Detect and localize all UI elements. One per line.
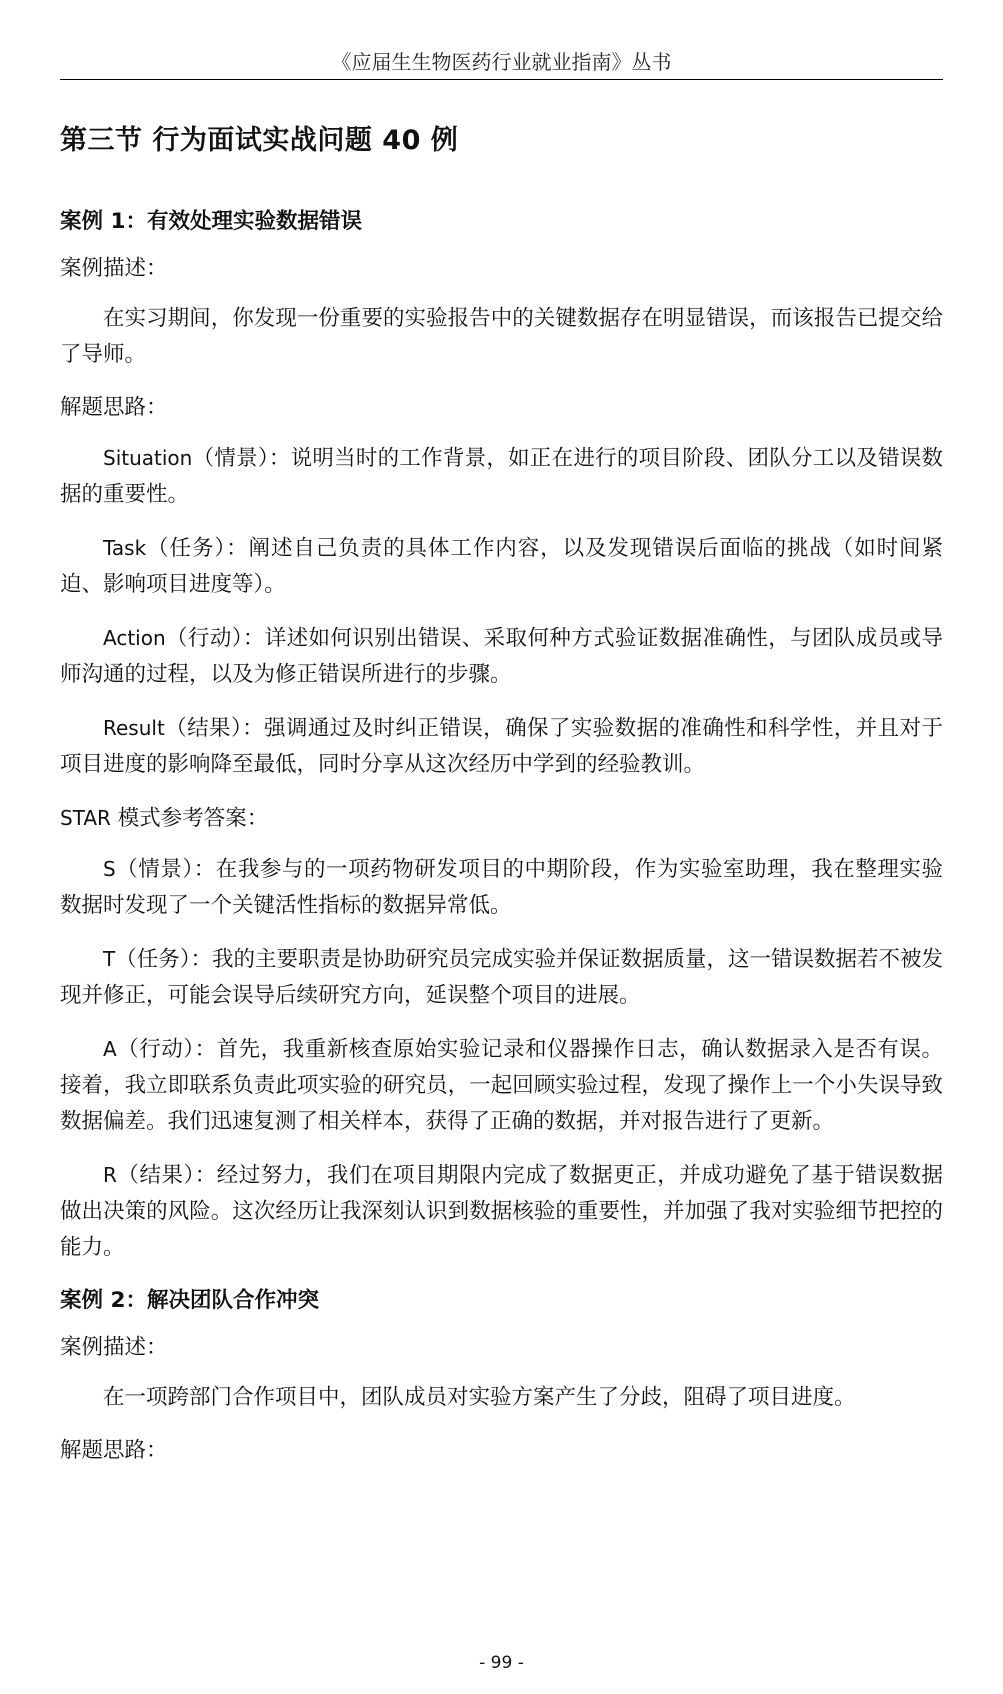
case1-desc: 在实习期间，你发现一份重要的实验报告中的关键数据存在明显错误，而该报告已提交给了导师。 (60, 306, 943, 367)
answer-key: A (103, 1037, 117, 1061)
approach-key: Action (103, 626, 166, 650)
case2-desc-label: 案例描述： (60, 1335, 168, 1360)
approach-task (60, 530, 943, 603)
star-label-text: 模式参考答案： (110, 806, 269, 831)
approach-key: Situation (103, 446, 193, 470)
approach-action (60, 620, 943, 693)
answer-t (60, 941, 943, 1014)
star-key: STAR (60, 806, 111, 830)
answer-r (60, 1157, 943, 1266)
approach-situation (60, 440, 943, 513)
approach-text: （任务）：阐述自己负责的具体工作内容，以及发现错误后面临的挑战（如时间紧迫、影响项目进度等）。 (60, 536, 943, 597)
approach-key: Task (103, 536, 147, 560)
answer-text: （结果）：经过努力，我们在项目期限内完成了数据更正，并成功避免了基于错误数据做出决策的风险。这次经历让我深刻认识到数据核验的重要性，并加强了我对实验细节把控的能力。 (60, 1163, 943, 1260)
page-number: - 99 - (479, 1653, 524, 1673)
answer-key: S (103, 857, 116, 881)
approach-key: Result (103, 716, 165, 740)
section-title: 第三节 行为面试实战问题 40 例 (60, 125, 459, 156)
case2-title: 案例 2：解决团队合作冲突 (60, 1288, 319, 1313)
answer-s (60, 851, 943, 924)
case1-approach-label: 解题思路： (60, 395, 168, 420)
answer-a (60, 1031, 943, 1140)
case2-approach-label: 解题思路： (60, 1438, 168, 1463)
page-content (60, 118, 943, 1483)
approach-text: （行动）：详述如何识别出错误、采取何种方式验证数据准确性，与团队成员或导师沟通的过程，以及为修正错误所进行的步骤。 (60, 626, 943, 687)
approach-text: （情景）：说明当时的工作背景，如正在进行的项目阶段、团队分工以及错误数据的重要性。 (60, 446, 943, 507)
answer-text: （行动）：首先，我重新核查原始实验记录和仪器操作日志，确认数据录入是否有误。接着，我立即联系负责此项实验的研究员，一起回顾实验过程，发现了操作上一个小失误导致数据偏差。我们迅速复测了相关样本，获得了正确的数据，并对报告进行了更新。 (60, 1037, 943, 1134)
running-header: 《应届生生物医药行业就业指南》丛书 (331, 50, 672, 74)
answer-key: R (103, 1163, 117, 1187)
approach-result (60, 710, 943, 783)
answer-key: T (103, 947, 116, 971)
case1-desc-label: 案例描述： (60, 256, 168, 281)
case1-title: 案例 1：有效处理实验数据错误 (60, 209, 362, 234)
answer-text: （任务）：我的主要职责是协助研究员完成实验并保证数据质量，这一错误数据若不被发现并修正，可能会误导后续研究方向，延误整个项目的进展。 (60, 947, 943, 1008)
header-rule (60, 79, 943, 80)
case2-desc: 在一项跨部门合作项目中，团队成员对实验方案产生了分歧，阻碍了项目进度。 (103, 1385, 856, 1410)
approach-text: （结果）：强调通过及时纠正错误，确保了实验数据的准确性和科学性，并且对于项目进度的影响降至最低，同时分享从这次经历中学到的经验教训。 (60, 716, 943, 777)
star-label (60, 800, 943, 837)
answer-text: （情景）：在我参与的一项药物研发项目的中期阶段，作为实验室助理，我在整理实验数据时发现了一个关键活性指标的数据异常低。 (60, 857, 943, 918)
